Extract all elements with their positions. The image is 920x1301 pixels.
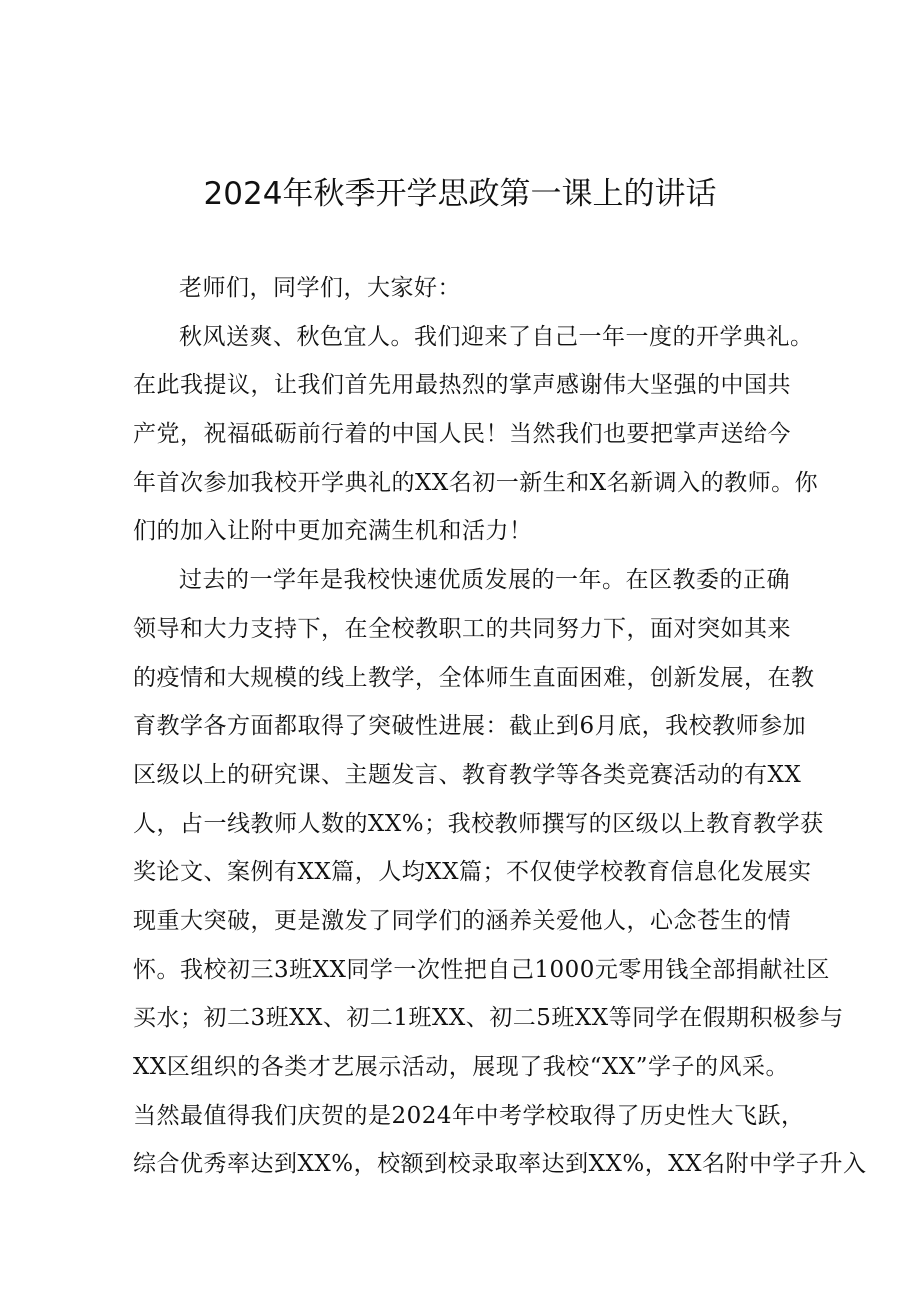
paragraph-line: 怀。我校初三3班XX同学一次性把自己1000元零用钱全部捐献社区	[133, 956, 830, 983]
paragraph-line: 奖论文、案例有XX篇，人均XX篇；不仅使学校教育信息化发展实	[133, 859, 812, 886]
greeting-line: 老师们，同学们，大家好：	[179, 275, 461, 301]
paragraph-line: 在此我提议，让我们首先用最热烈的掌声感谢伟大坚强的中国共	[133, 372, 791, 399]
paragraph-line: 当然最值得我们庆贺的是2024年中考学校取得了历史性大飞跃，	[133, 1102, 805, 1129]
paragraph-line: 现重大突破，更是激发了同学们的涵养关爱他人，心念苍生的情	[133, 907, 791, 934]
document-title: 2024年秋季开学思政第一课上的讲话	[203, 176, 717, 212]
paragraph-line: 产党，祝福砥砺前行着的中国人民！当然我们也要把掌声送给今	[133, 421, 791, 448]
paragraph-line: 过去的一学年是我校快速优质发展的一年。在区教委的正确	[179, 567, 790, 594]
paragraph-line: 买水；初二3班XX、初二1班XX、初二5班XX等同学在假期积极参与	[133, 1005, 844, 1032]
paragraph-line: XX区组织的各类才艺展示活动，展现了我校“XX”学子的风采。	[133, 1054, 790, 1080]
paragraph-line: 人，占一线教师人数的XX%；我校教师撰写的区级以上教育教学获	[133, 810, 824, 837]
speech-body	[133, 264, 867, 1189]
paragraph-line: 年首次参加我校开学典礼的XX名初一新生和X名新调入的教师。你	[133, 469, 819, 496]
paragraph-line: 领导和大力支持下，在全校教职工的共同努力下，面对突如其来	[133, 615, 791, 642]
paragraph-line: 育教学各方面都取得了突破性进展：截止到6月底，我校教师参加	[133, 713, 807, 740]
paragraph-line: 的疫情和大规模的线上教学，全体师生直面困难，创新发展，在教	[133, 664, 815, 691]
paragraph-line: 区级以上的研究课、主题发言、教育教学等各类竞赛活动的有XX	[133, 761, 802, 788]
paragraph-line: 秋风送爽、秋色宜人。我们迎来了自己一年一度的开学典礼。	[179, 323, 814, 350]
paragraph-line: 综合优秀率达到XX%，校额到校录取率达到XX%，XX名附中学子升入	[133, 1151, 867, 1178]
paragraph-line: 们的加入让附中更加充满生机和活力！	[133, 518, 533, 545]
